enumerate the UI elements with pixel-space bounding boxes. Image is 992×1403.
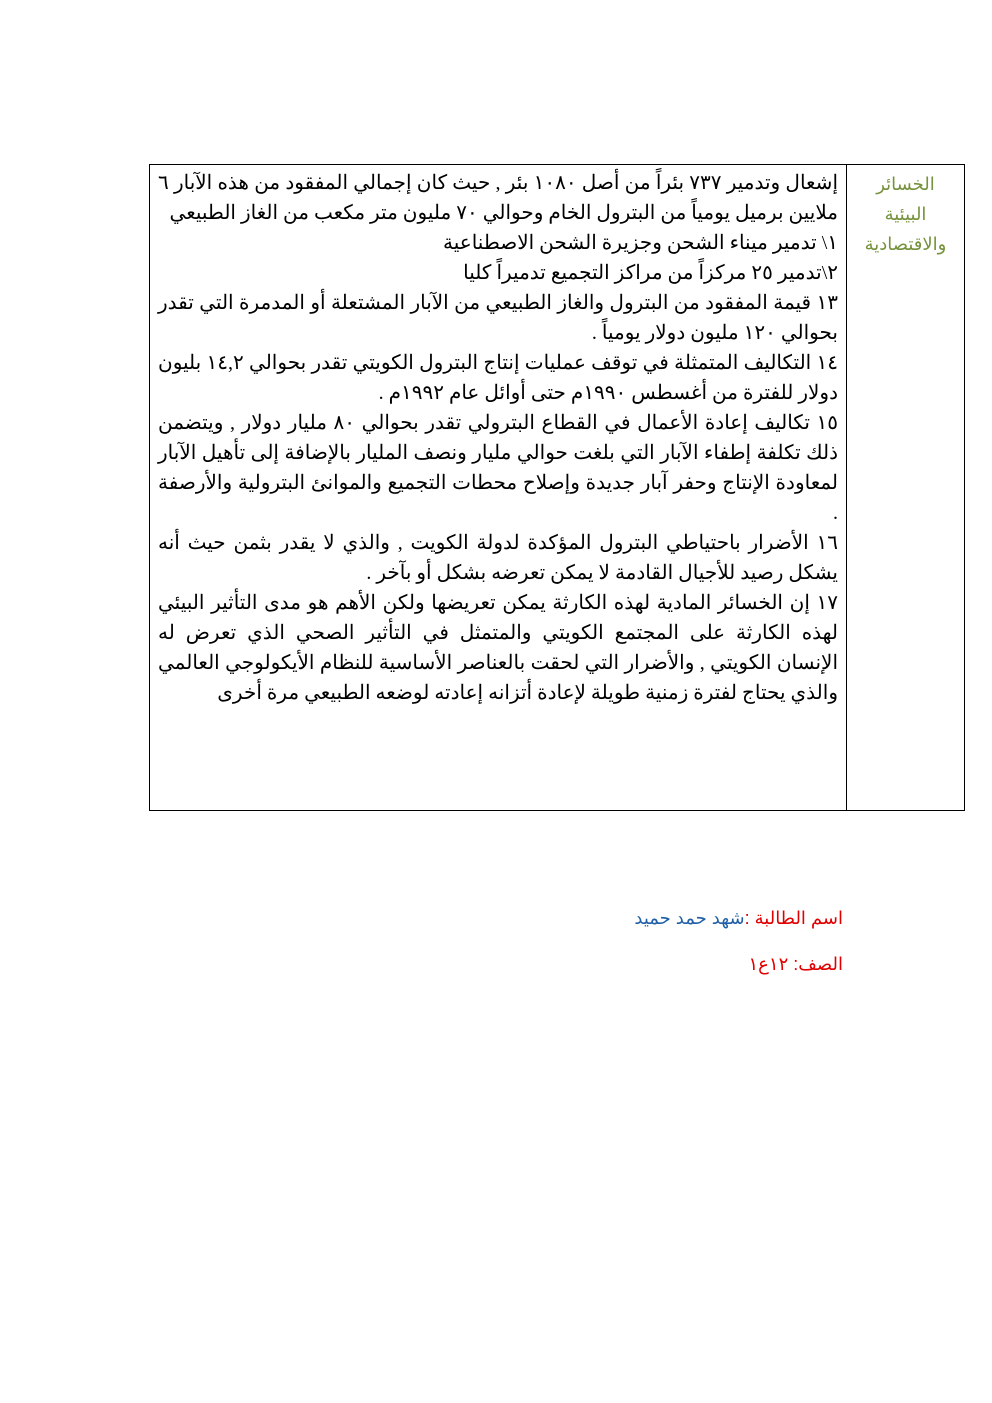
header-line-2: البيئية	[884, 204, 927, 224]
student-name-label: اسم الطالبة :	[744, 908, 843, 928]
student-class-value: ١٢ع١	[748, 954, 789, 974]
paragraph-15: ١٥ تكاليف إعادة الأعمال في القطاع البترولي تقدر بحوالي ٨٠ مليار دولار , ويتضمن ذلك تكلفة إطفاء الآبار التي بلغت حوالي مليار ونصف المليار بالإضافة إلى تأهيل الآبار لمعاودة الإنتاج وحفر آبار جديدة وإصلاح محطات التجميع والموانئ البترولية والأرصفة .	[158, 412, 838, 524]
losses-table	[149, 164, 965, 811]
student-class-line	[749, 954, 844, 975]
student-name-line	[634, 908, 843, 929]
header-line-3: والاقتصادية	[864, 234, 947, 254]
student-name-value: شهد حمد حميد	[634, 908, 745, 928]
table-header-cell	[846, 165, 964, 810]
table-body-cell	[150, 165, 846, 810]
header-line-1: الخسائر	[876, 174, 935, 194]
paragraph-1: ١\ تدمير ميناء الشحن وجزيرة الشحن الاصطناعية	[443, 232, 838, 254]
paragraph-intro: إشعال وتدمير ٧٣٧ بئراً من أصل ١٠٨٠ بئر , حيث كان إجمالي المفقود من هذه الآبار ٦ ملايين برميل يومياً من البترول الخام وحوالي ٧٠ مليون متر مكعب من الغاز الطبيعي	[158, 172, 838, 224]
paragraph-16: ١٦ الأضرار باحتياطي البترول المؤكدة لدولة الكويت , والذي لا يقدر بثمن حيث أنه يشكل رصيد للأجيال القادمة لا يمكن تعرضه بشكل أو بآخر .	[158, 532, 838, 584]
paragraph-14: ١٤ التكاليف المتمثلة في توقف عمليات إنتاج البترول الكويتي تقدر بحوالي ١٤,٢ بليون دولار للفترة من أغسطس ١٩٩٠م حتى أوائل عام ١٩٩٢م .	[158, 352, 839, 404]
paragraph-13: ١٣ قيمة المفقود من البترول والغاز الطبيعي من الآبار المشتعلة أو المدمرة التي تقدر بحوالي ١٢٠ مليون دولار يومياً .	[158, 292, 838, 344]
paragraph-2: ٢\تدمير ٢٥ مركزاً من مراكز التجميع تدميراً كليا	[463, 262, 838, 284]
student-class-label: الصف:	[788, 954, 843, 974]
paragraph-17: ١٧ إن الخسائر المادية لهذه الكارثة يمكن تعريضها ولكن الأهم هو مدى التأثير البيئي لهذه الكارثة على المجتمع الكويتي والمتمثل في التأثير الصحي الذي تعرض له الإنسان الكويتي , والأضرار التي لحقت بالعناصر الأساسية للنظام الأيكولوجي العالمي والذي يحتاج لفترة زمنية طويلة لإعادة أتزانه إعادته لوضعه الطبيعي مرة أخرى	[158, 592, 838, 704]
